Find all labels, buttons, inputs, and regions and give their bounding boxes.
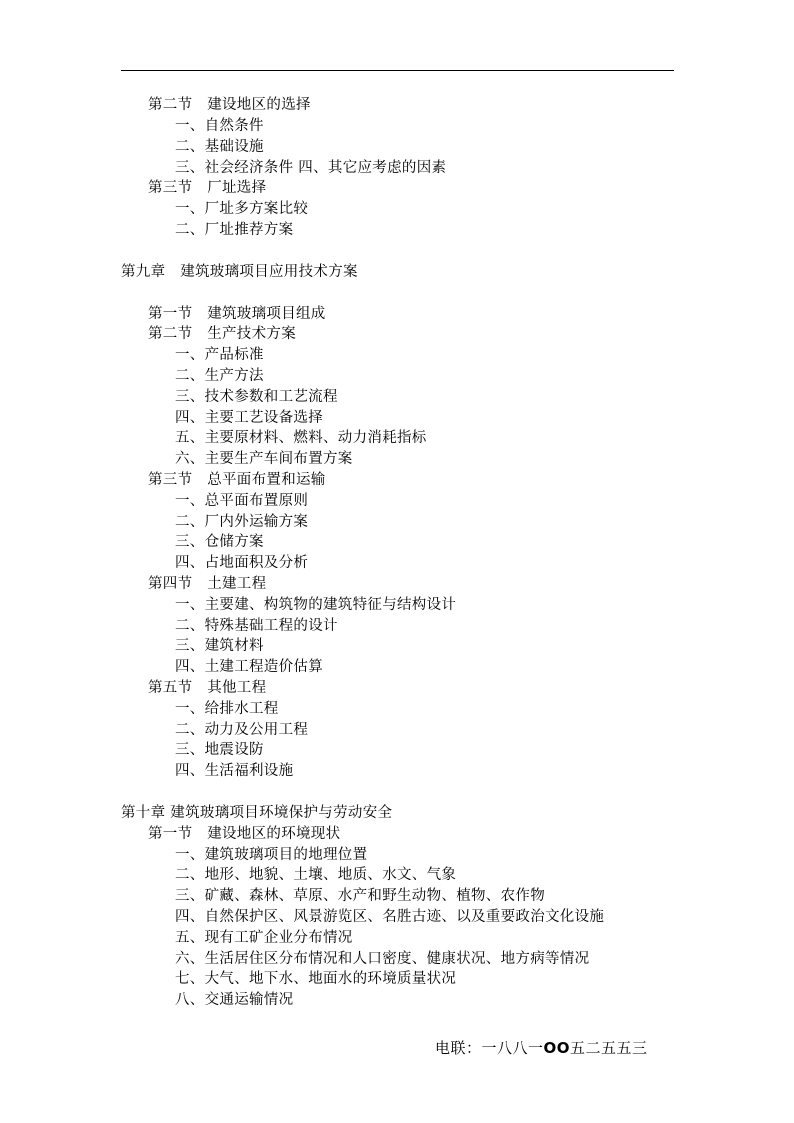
toc-item: 六、生活居住区分布情况和人口密度、健康状况、地方病等情况 [175,951,590,967]
toc-item: 七、大气、地下水、地面水的环境质量状况 [175,971,457,987]
toc-item: 一、总平面布置原则 [175,493,309,509]
contact-footer [435,1038,648,1058]
toc-item: 四、土建工程造价估算 [175,659,323,675]
toc-item: 一、建筑玻璃项目的地理位置 [175,847,368,863]
toc-item: 二、厂内外运输方案 [175,514,309,530]
toc-item: 二、生产方法 [175,368,264,384]
toc-item: 三、地震设防 [175,742,264,758]
toc-item: 四、自然保护区、风景游览区、名胜古迹、以及重要政治文化设施 [175,909,605,925]
toc-chapter-title: 第九章 建筑玻璃项目应用技术方案 [121,264,358,280]
header-rule [121,70,674,71]
toc-item: 六、主要生产车间布置方案 [175,451,353,467]
toc-section: 第五节 其他工程 [148,680,267,696]
toc-item: 四、占地面积及分析 [175,555,309,571]
toc-section: 第二节 建设地区的选择 [148,97,311,113]
toc-section: 第一节 建筑玻璃项目组成 [148,306,326,322]
toc-item: 八、交通运输情况 [175,992,294,1008]
toc-item: 二、基础设施 [175,139,264,155]
toc-item: 一、厂址多方案比较 [175,201,309,217]
toc-item: 三、社会经济条件 四、其它应考虑的因素 [175,160,447,176]
toc-section: 第一节 建设地区的环境现状 [148,826,341,842]
toc-item: 一、自然条件 [175,118,264,134]
toc-item: 二、动力及公用工程 [175,722,309,738]
toc-item: 五、现有工矿企业分布情况 [175,930,353,946]
contact-prefix: 电联：一八八一 [435,1039,544,1057]
toc-section: 第二节 生产技术方案 [148,326,296,342]
contact-suffix: 五二五五三 [570,1039,648,1057]
toc-item: 三、矿藏、森林、草原、水产和野生动物、植物、农作物 [175,888,545,904]
toc-item: 三、仓储方案 [175,534,264,550]
toc-section: 第四节 土建工程 [148,576,267,592]
toc-item: 一、产品标准 [175,347,264,363]
contact-oo: OO [543,1039,571,1057]
toc-chapter-title: 第十章 建筑玻璃项目环境保护与劳动安全 [121,805,393,821]
toc-item: 一、给排水工程 [175,701,279,717]
toc-item: 一、主要建、构筑物的建筑特征与结构设计 [175,597,457,613]
toc-item: 二、特殊基础工程的设计 [175,618,338,634]
toc-item: 二、厂址推荐方案 [175,222,294,238]
toc-section: 第三节 厂址选择 [148,180,267,196]
toc-item: 三、技术参数和工艺流程 [175,389,338,405]
toc-section: 第三节 总平面布置和运输 [148,472,326,488]
toc-item: 三、建筑材料 [175,638,264,654]
toc-item: 二、地形、地貌、土壤、地质、水文、气象 [175,867,457,883]
toc-item: 五、主要原材料、燃料、动力消耗指标 [175,430,427,446]
toc-item: 四、主要工艺设备选择 [175,410,323,426]
toc-item: 四、生活福利设施 [175,763,294,779]
